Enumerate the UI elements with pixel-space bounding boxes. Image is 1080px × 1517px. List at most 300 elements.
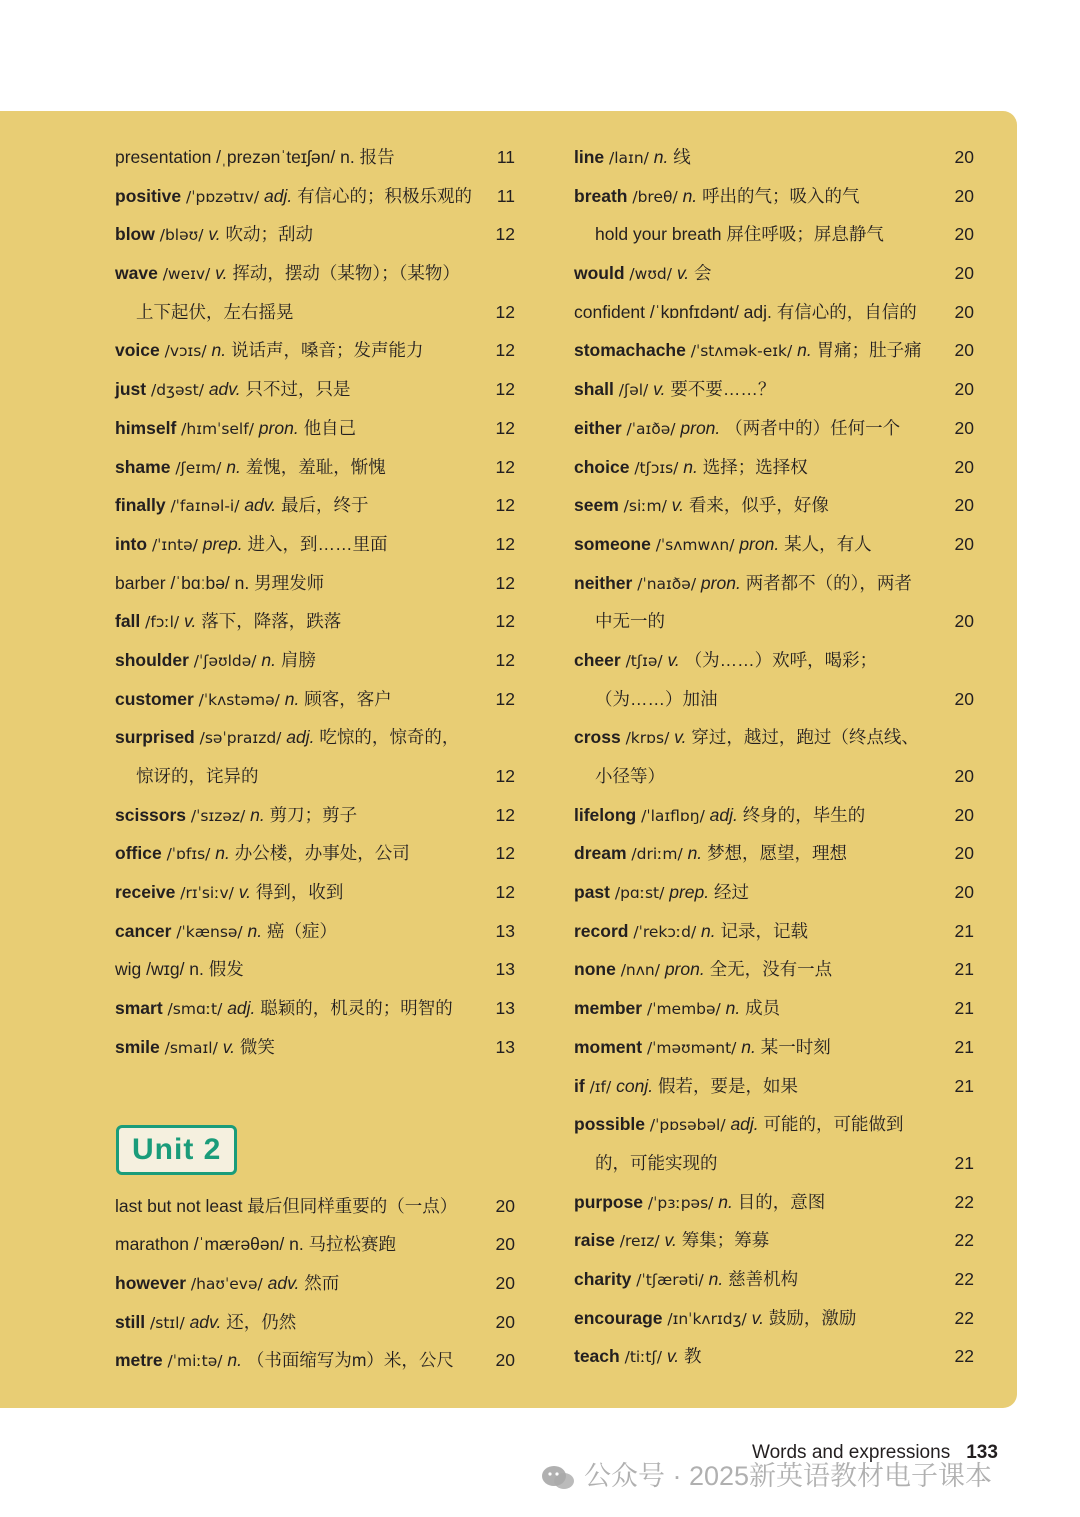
entry-text — [115, 486, 368, 526]
entry-text — [115, 1341, 454, 1381]
headword: metre — [115, 1350, 163, 1371]
page-ref: 22 — [954, 1191, 974, 1212]
vocab-entry — [574, 564, 974, 603]
entry-text — [574, 1221, 769, 1261]
entry-text — [574, 525, 872, 565]
definition: （两者中的）任何一个 — [725, 417, 901, 438]
page-ref: 20 — [954, 263, 974, 284]
page-ref: 20 — [495, 1350, 515, 1371]
vocab-entry — [115, 1187, 515, 1226]
page-ref: 12 — [495, 533, 515, 554]
headword: shame — [115, 456, 171, 477]
vocab-entry — [574, 448, 974, 487]
part-of-speech: prep. — [669, 882, 710, 903]
phonetic: /tʃɔɪs/ — [634, 458, 679, 477]
headword: smart — [115, 998, 163, 1019]
vocab-entry — [574, 1299, 974, 1338]
page-ref: 20 — [954, 843, 974, 864]
part-of-speech: adj. — [263, 185, 293, 206]
part-of-speech: v. — [666, 1346, 680, 1367]
part-of-speech: v. — [676, 263, 690, 284]
definition: 线 — [673, 147, 691, 167]
definition: 选择；选择权 — [702, 456, 808, 477]
page-ref: 20 — [954, 495, 974, 516]
part-of-speech: adj. — [286, 727, 315, 748]
phonetic: /ɪnˈkʌrɪdʒ/ — [667, 1309, 747, 1328]
headword: into — [115, 533, 148, 554]
entry-text — [115, 950, 244, 989]
headword: possible — [574, 1114, 645, 1135]
phonetic: /ˈfaɪnəl-i/ — [170, 497, 240, 516]
page-ref: 12 — [495, 688, 515, 709]
vocab-entry — [115, 486, 515, 525]
vocab-entry — [115, 293, 515, 332]
entry-text — [115, 1028, 275, 1068]
entry-text — [115, 873, 343, 913]
phonetic: /ˈsʌmwʌn/ — [655, 535, 735, 554]
page-ref: 20 — [495, 1311, 515, 1332]
page-ref: 12 — [495, 417, 515, 438]
phonetic: /driːm/ — [631, 845, 683, 864]
vocab-entry — [574, 525, 974, 564]
part-of-speech: n. — [708, 1268, 724, 1289]
definition: 穿过，越过，跑过（终点线、 — [691, 727, 919, 748]
wechat-icon — [540, 1464, 576, 1492]
entry-text — [574, 177, 860, 217]
phonetic: /ˈstʌmək-eɪk/ — [690, 342, 793, 361]
page-ref: 21 — [954, 998, 974, 1019]
entry-text — [574, 370, 775, 410]
phonetic: /ʃəl/ — [618, 381, 649, 400]
page-ref: 20 — [954, 882, 974, 903]
entry-text — [574, 873, 749, 913]
definition: 全无，没有一点 — [709, 959, 833, 980]
page-ref: 12 — [495, 340, 515, 361]
part-of-speech: prep. — [202, 533, 243, 554]
entry-text — [115, 834, 410, 874]
entry-text — [574, 254, 712, 294]
unit-2-badge: Unit 2 — [116, 1125, 237, 1175]
phonetic: /səˈpraɪzd/ — [199, 729, 282, 748]
entry-text — [574, 409, 900, 449]
vocab-entry — [115, 564, 515, 603]
headword: wave — [115, 263, 158, 284]
page-ref: 20 — [954, 224, 974, 245]
phonetic: /wʊd/ — [629, 265, 672, 284]
footer-title: Words and expressions — [752, 1442, 951, 1463]
phonetic: /ˈaɪðə/ — [626, 419, 676, 438]
definition: 会 — [694, 263, 712, 284]
vocab-entry — [115, 989, 515, 1028]
vocab-entry — [574, 1105, 974, 1144]
definition: 他自己 — [303, 417, 357, 438]
headword: cancer — [115, 920, 172, 941]
headword: none — [574, 959, 616, 980]
definition: 挥动，摆动（某物）；（某物） — [232, 263, 460, 284]
part-of-speech: adj. — [709, 804, 738, 825]
page-ref: 11 — [496, 185, 515, 206]
page-ref: 20 — [954, 340, 974, 361]
definition: （为……）欢呼，喝彩； — [684, 649, 878, 670]
vocab-entry — [574, 1028, 974, 1067]
page-ref: 12 — [495, 301, 515, 322]
headword: member — [574, 998, 643, 1019]
vocab-entry — [574, 1144, 974, 1183]
phonetic: /ˈɒfɪs/ — [166, 845, 211, 864]
entry-text — [595, 680, 718, 719]
headword: scissors — [115, 804, 187, 825]
definition: 说话声，嗓音；发声能力 — [230, 340, 424, 361]
vocab-entry — [574, 486, 974, 525]
headword: shall — [574, 379, 614, 400]
part-of-speech: n. — [215, 843, 230, 864]
headword: office — [115, 843, 162, 864]
part-of-speech: n. — [211, 340, 227, 361]
phonetic: /krɒs/ — [625, 729, 670, 748]
entry-text — [574, 564, 912, 604]
page-ref: 21 — [954, 920, 974, 941]
headword: stomachache — [574, 340, 686, 361]
definition: 吹动；刮动 — [225, 224, 314, 245]
definition: 成员 — [745, 998, 781, 1019]
vocab-entry — [574, 254, 974, 293]
entry-text — [115, 989, 453, 1029]
part-of-speech: v. — [664, 1230, 677, 1251]
vocab-entry — [115, 1225, 515, 1264]
headword: positive — [115, 185, 182, 206]
headword: purpose — [574, 1191, 644, 1212]
phonetic: /ˈrekɔːd/ — [633, 922, 697, 941]
definition: 的，可能实现的 — [595, 1152, 718, 1173]
entry-text — [595, 215, 884, 254]
part-of-speech: adj. — [227, 998, 256, 1019]
vocab-entry — [115, 448, 515, 487]
part-of-speech: n. — [653, 147, 669, 167]
headword: seem — [574, 495, 619, 516]
vocab-entry — [574, 950, 974, 989]
part-of-speech: pron. — [664, 959, 705, 980]
page-ref: 13 — [495, 959, 515, 980]
headword: fall — [115, 611, 141, 632]
page-ref: 22 — [954, 1346, 974, 1367]
vocab-entry — [115, 641, 515, 680]
part-of-speech: n. — [725, 998, 741, 1019]
definition: 顾客，客户 — [304, 688, 392, 709]
phonetic: /reɪz/ — [619, 1232, 660, 1251]
definition: 梦想，愿望，理想 — [707, 843, 848, 864]
page-ref: 20 — [954, 766, 974, 786]
definition: 要不要……？ — [670, 379, 776, 400]
entry-text — [574, 293, 917, 332]
part-of-speech: v. — [667, 649, 680, 670]
phonetic: /ˈlaɪflɒŋ/ — [641, 806, 705, 825]
vocab-entry — [115, 873, 515, 912]
page-ref: 12 — [495, 649, 515, 670]
definition: 呼出的气；吸入的气 — [702, 185, 860, 206]
definition: 记录，记载 — [720, 920, 809, 941]
vocab-entry — [574, 718, 974, 757]
page-ref: 20 — [954, 456, 974, 477]
definition: last but not least 最后但同样重要的（一点） — [115, 1195, 458, 1216]
entry-text — [574, 1183, 825, 1223]
entry-text — [115, 796, 357, 836]
page-ref: 20 — [954, 417, 974, 438]
entry-text — [115, 138, 395, 177]
vocab-entry — [115, 950, 515, 989]
page-ref: 21 — [954, 1075, 974, 1096]
vocab-entry — [115, 1341, 515, 1380]
part-of-speech: v. — [208, 224, 221, 245]
definition: 只不过，只是 — [245, 379, 351, 400]
vocab-entry — [574, 409, 974, 448]
vocab-entry — [115, 718, 515, 757]
phonetic: /haʊˈevə/ — [190, 1274, 263, 1293]
headword: past — [574, 882, 610, 903]
definition: 微笑 — [239, 1036, 275, 1057]
vocab-entry — [115, 370, 515, 409]
definition: 鼓励，激励 — [768, 1307, 857, 1328]
phonetic: /ɪf/ — [589, 1077, 612, 1096]
phonetic: /ˈmembə/ — [646, 1000, 721, 1019]
part-of-speech: n. — [701, 920, 716, 941]
definition: barber /ˈbɑːbə/ n. 男理发师 — [115, 572, 325, 593]
entry-text — [115, 1187, 457, 1226]
phonetic: /vɔɪs/ — [164, 342, 207, 361]
vocab-entry — [115, 602, 515, 641]
phonetic: /ʃeɪm/ — [175, 458, 222, 477]
definition: 进入，到……里面 — [247, 533, 388, 554]
page-ref: 12 — [495, 495, 515, 516]
vocab-entry — [574, 293, 974, 332]
definition: 落下，降落，跌落 — [201, 611, 342, 632]
definition: 某一时刻 — [760, 1036, 831, 1057]
vocab-entry — [574, 873, 974, 912]
part-of-speech: conj. — [616, 1075, 654, 1096]
phonetic: /bləʊ/ — [159, 226, 204, 245]
entry-text — [574, 331, 922, 371]
headword: cross — [574, 727, 621, 748]
entry-text — [574, 641, 877, 681]
vocab-entry — [574, 641, 974, 680]
entry-text — [136, 757, 259, 796]
phonetic: /ˈmiːtə/ — [167, 1352, 223, 1371]
page-ref: 20 — [954, 688, 974, 709]
page-ref: 20 — [954, 533, 974, 554]
part-of-speech: v. — [653, 379, 666, 400]
part-of-speech: n. — [687, 843, 703, 864]
page-ref: 12 — [495, 224, 515, 245]
entry-text — [115, 912, 337, 952]
headword: smile — [115, 1036, 160, 1057]
headword: customer — [115, 688, 194, 709]
definition: 两者都不（的），两者 — [745, 572, 912, 593]
definition: 吃惊的，惊奇的， — [319, 727, 460, 748]
definition: 教 — [684, 1346, 702, 1367]
headword: still — [115, 1311, 146, 1332]
phonetic: /weɪv/ — [162, 265, 211, 284]
part-of-speech: n. — [682, 185, 698, 206]
part-of-speech: n. — [284, 688, 300, 709]
vocab-entry — [115, 177, 515, 216]
headword: dream — [574, 843, 627, 864]
part-of-speech: n. — [247, 920, 263, 941]
watermark — [540, 1454, 992, 1493]
phonetic: /ˈkænsə/ — [176, 922, 243, 941]
page-ref: 20 — [954, 185, 974, 206]
page-ref: 12 — [495, 804, 515, 825]
part-of-speech: n. — [226, 456, 241, 477]
definition: 有信心的；积极乐观的 — [297, 185, 473, 206]
part-of-speech: adv. — [244, 495, 277, 516]
headword: if — [574, 1075, 585, 1096]
headword: voice — [115, 340, 160, 361]
page-ref: 22 — [954, 1230, 974, 1251]
part-of-speech: adj. — [730, 1114, 759, 1135]
definition: wig /wɪɡ/ n. 假发 — [115, 959, 244, 980]
entry-text — [115, 177, 472, 217]
phonetic: /laɪn/ — [609, 149, 649, 167]
entry-text — [574, 138, 691, 178]
entry-text — [115, 448, 386, 488]
part-of-speech: v. — [215, 263, 228, 284]
right-column — [574, 138, 974, 1376]
phonetic: /rɪˈsiːv/ — [180, 884, 234, 903]
vocab-entry — [115, 912, 515, 951]
entry-text — [115, 331, 423, 371]
headword: cheer — [574, 649, 621, 670]
entry-text — [115, 1225, 396, 1264]
phonetic: /ˈməʊmənt/ — [646, 1038, 737, 1057]
part-of-speech: adv. — [189, 1311, 222, 1332]
definition: confident /ˈkɒnfɪdənt/ adj. 有信心的，自信的 — [574, 301, 917, 322]
part-of-speech: n. — [250, 804, 265, 825]
entry-text — [574, 912, 808, 952]
definition: 得到，收到 — [255, 882, 344, 903]
phonetic: /ˈnaɪðə/ — [637, 574, 697, 593]
definition: 胃痛；肚子痛 — [816, 340, 922, 361]
headword: someone — [574, 533, 651, 554]
page-ref: 12 — [495, 882, 515, 903]
entry-text — [574, 448, 808, 488]
entry-text — [115, 525, 388, 565]
vocab-entry — [115, 215, 515, 254]
definition: marathon /ˈmærəθən/ n. 马拉松赛跑 — [115, 1234, 397, 1255]
entry-text — [574, 486, 829, 526]
page-ref: 12 — [495, 456, 515, 477]
phonetic: /fɔːl/ — [145, 613, 180, 632]
phonetic: /tʃɪə/ — [625, 651, 663, 670]
phonetic: /ˈʃəʊldə/ — [193, 651, 257, 670]
part-of-speech: pron. — [680, 417, 721, 438]
part-of-speech: n. — [683, 456, 698, 477]
vocab-entry — [115, 680, 515, 719]
phonetic: /ˈpɜːpəs/ — [647, 1193, 714, 1212]
watermark-text: 公众号 · 2025新英语教材电子课本 — [584, 1461, 993, 1491]
page-ref: 11 — [496, 147, 515, 167]
phonetic: /siːm/ — [623, 497, 667, 516]
definition: 最后，终于 — [280, 495, 369, 516]
page-ref: 13 — [495, 998, 515, 1019]
vocab-entry — [115, 1028, 515, 1067]
headword: either — [574, 417, 622, 438]
entry-text — [115, 718, 459, 758]
unit2-word-list — [115, 1187, 515, 1380]
page-ref: 20 — [495, 1272, 515, 1293]
page-number: 133 — [966, 1442, 998, 1463]
page-ref: 20 — [495, 1195, 515, 1216]
entry-text — [574, 834, 847, 874]
part-of-speech: pron. — [258, 417, 299, 438]
page-ref: 22 — [954, 1268, 974, 1289]
headword: choice — [574, 456, 630, 477]
vocab-entry — [574, 757, 974, 796]
entry-text — [115, 370, 350, 410]
part-of-speech: v. — [238, 882, 252, 903]
part-of-speech: adv. — [267, 1272, 300, 1293]
entry-text — [115, 680, 392, 720]
headword: finally — [115, 495, 166, 516]
phonetic: /pɑːst/ — [614, 884, 665, 903]
vocab-entry — [574, 215, 974, 254]
part-of-speech: n. — [227, 1350, 242, 1371]
vocab-entry — [115, 254, 515, 293]
entry-text — [574, 796, 865, 836]
page-ref: 13 — [495, 920, 515, 941]
headword: receive — [115, 882, 176, 903]
headword: breath — [574, 185, 628, 206]
definition: 惊讶的，诧异的 — [136, 766, 259, 786]
page-ref: 21 — [954, 1152, 974, 1173]
headword: line — [574, 147, 605, 167]
phonetic: /tiːtʃ/ — [624, 1348, 662, 1367]
entry-text — [115, 215, 313, 255]
definition: 可能的，可能做到 — [763, 1114, 904, 1135]
definition: （为……）加油 — [595, 688, 718, 709]
vocab-entry — [574, 602, 974, 641]
part-of-speech: v. — [222, 1036, 236, 1057]
definition: 经过 — [714, 882, 749, 903]
page-ref: 12 — [495, 379, 515, 400]
vocab-entry — [115, 331, 515, 370]
phonetic: /ˈkʌstəmə/ — [198, 690, 280, 709]
definition: 羞愧，羞耻，惭愧 — [245, 456, 386, 477]
part-of-speech: v. — [671, 495, 684, 516]
definition: 癌（症） — [267, 920, 338, 941]
vocab-entry — [574, 1337, 974, 1376]
headword: teach — [574, 1346, 620, 1367]
phonetic: /ˈpɒsəbəl/ — [649, 1116, 726, 1135]
entry-text — [115, 1303, 296, 1343]
vocab-entry — [115, 138, 515, 177]
entry-text — [595, 1144, 718, 1183]
unit1-word-list — [115, 138, 515, 1067]
headword: surprised — [115, 727, 195, 748]
headword: record — [574, 920, 629, 941]
definition: 还，仍然 — [226, 1311, 297, 1332]
page-ref: 20 — [954, 147, 974, 167]
headword: neither — [574, 572, 633, 593]
definition: 某人，有人 — [784, 533, 872, 554]
vocab-entry — [115, 1264, 515, 1303]
definition: 看来，似乎，好像 — [688, 495, 829, 516]
entry-text — [574, 718, 919, 758]
headword: just — [115, 379, 147, 400]
part-of-speech: pron. — [700, 572, 741, 593]
entry-text — [574, 989, 780, 1029]
page-ref: 12 — [495, 766, 515, 786]
phonetic: /ˈsɪzəz/ — [190, 806, 246, 825]
vocab-entry — [115, 525, 515, 564]
